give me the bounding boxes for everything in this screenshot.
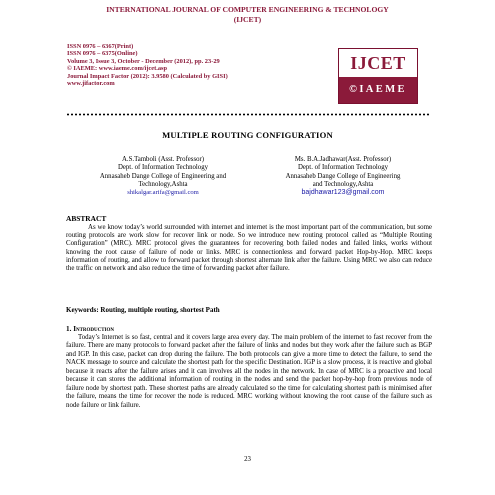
journal-title-line-1: INTERNATIONAL JOURNAL OF COMPUTER ENGINEERING & TECHNOLOGY bbox=[106, 5, 389, 14]
author-email[interactable]: bajdhawar123@gmail.com bbox=[301, 189, 385, 197]
jifactor-link[interactable]: www.jifactor.com bbox=[67, 80, 115, 88]
iaeme-link[interactable]: © IAEME: www.iaeme.com/ijcet.asp bbox=[67, 65, 168, 73]
abstract-text: As we know today’s world surrounded with internet and internet is the most important part of the communication, but some routing protocols are work slow for recover link or node. So we introduce new routing protocol called as “Multiple Routing Configuration” (MRC). MRC protocol gives the guarantees for recovering both failed nodes and failed links, works without knowing the root cause of failure of node or links. MRC is connectionless and forward packet Hop-by-Hop. MRC keeps information of routing, and allow to forward packet through shortest alternate link after the failure. Using MRC we also can reduce the traffic on network and also reduce the time of forwarding packet after failure. bbox=[66, 224, 432, 273]
author-1 bbox=[78, 156, 248, 197]
author-name: A.S.Tamboli (Asst. Professor) bbox=[121, 156, 205, 163]
section-heading-introduction bbox=[66, 325, 114, 333]
author-college-2: Technology,Ashta bbox=[138, 180, 188, 188]
journal-title-line-2: (IJCET) bbox=[233, 14, 262, 24]
impact-factor: Journal Impact Factor (2012): 3.9580 (Calculated by GISI) bbox=[67, 72, 228, 80]
section-number: 1. bbox=[66, 325, 72, 333]
journal-metadata bbox=[67, 43, 347, 87]
issn-online: ISSN 0976 – 6375(Online) bbox=[67, 50, 138, 58]
author-dept: Dept. of Information Technology bbox=[117, 164, 208, 172]
author-dept: Dept. of Information Technology bbox=[297, 164, 388, 172]
logo-iaeme-text: ©IAEME bbox=[339, 77, 417, 103]
journal-title bbox=[0, 5, 495, 24]
author-2 bbox=[258, 156, 428, 197]
abstract-heading: ABSTRACT bbox=[66, 214, 107, 223]
volume-info: Volume 3, Issue 3, October - December (2012), pp. 23-29 bbox=[67, 57, 220, 65]
paper-title: MULTIPLE ROUTING CONFIGURATION bbox=[162, 130, 333, 140]
dotted-divider bbox=[66, 113, 431, 116]
author-name: Ms. B.A.Jadhawar(Asst. Professor) bbox=[294, 156, 392, 163]
logo-ijcet-text: IJCET bbox=[350, 53, 406, 73]
author-college: Annasaheb Dange College of Engineering and bbox=[99, 172, 227, 180]
author-email[interactable]: shikalgar.arifa@gmail.com bbox=[127, 189, 199, 197]
page-number: 23 bbox=[244, 456, 251, 463]
author-college-2: and Technology,Ashta bbox=[312, 180, 374, 188]
keywords: Keywords: Routing, multiple routing, shortest Path bbox=[66, 306, 220, 314]
section-title: Introduction bbox=[73, 325, 115, 333]
issn-print: ISSN 0976 – 6367(Print) bbox=[67, 43, 134, 50]
ijcet-logo bbox=[338, 48, 418, 104]
introduction-text: Today’s Internet is so fast, central and it covers large area every day. The main problem of the internet to fast recover from the failure. There are many protocols to forward packet after the failure of links and nodes but they work after the failure such as BGP and IGP. In this case, packet can drop during the failure. The both protocols can give a more time to detect the failure, to send the NACK message to source and calculate the shortest path for the specific Destination. IGP is a slow process, it is reactive and global because it reacts after the failure arises and it can involves all the nodes in the network. In case of MRC is a proactive and local because it can stores the additional information of routing in the nodes and send the packet hop-by-hop from previous node of failure node by shortest path. These shortest paths are already calculated so the time for calculating shortest path is minimised after the failure, means the time for recover the node is reduced. MRC working without knowing the root cause of the failure such as node failure or link failure. bbox=[66, 334, 432, 409]
author-college: Annasaheb Dange College of Engineering bbox=[285, 172, 401, 180]
